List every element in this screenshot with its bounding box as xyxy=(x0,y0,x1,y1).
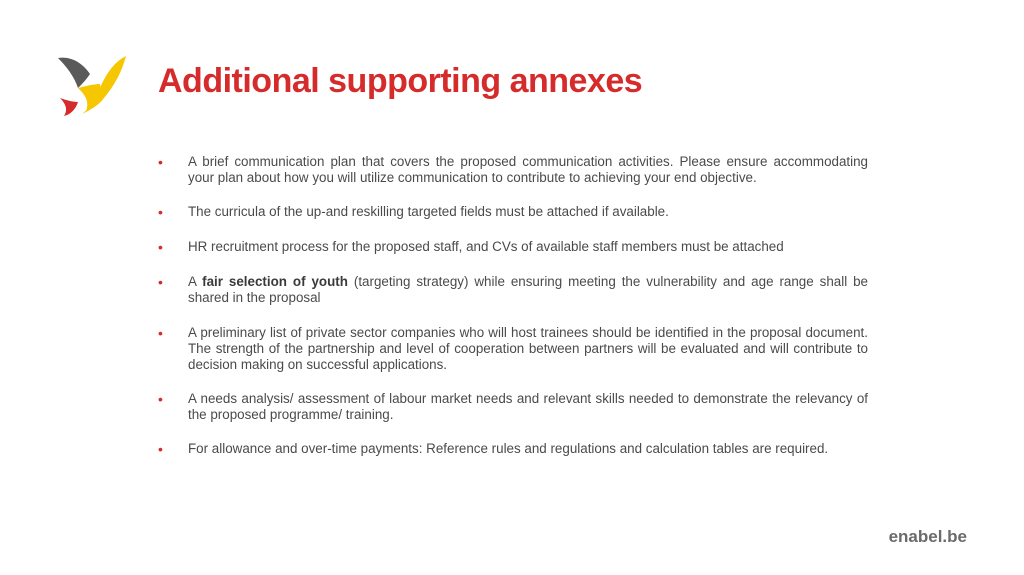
list-item-emphasis: fair selection of youth xyxy=(202,274,348,289)
bullet-icon: • xyxy=(158,204,163,220)
bullet-icon: • xyxy=(158,325,163,341)
list-item xyxy=(158,391,868,423)
bullet-icon: • xyxy=(158,441,163,457)
list-item-text: A brief communication plan that covers the proposed communication activities. Please ensure accommodating your plan about how you will utilize communication to contribute to achieving your end objective. xyxy=(188,154,868,185)
list-item-text: The curricula of the up-and reskilling targeted fields must be attached if available. xyxy=(188,204,669,219)
annex-list xyxy=(158,154,868,457)
list-item-text: A needs analysis/ assessment of labour market needs and relevant skills needed to demonstrate the relevancy of the proposed programme/ training. xyxy=(188,391,868,422)
list-item-text-before: A xyxy=(188,274,203,289)
bullet-icon: • xyxy=(158,154,163,170)
list-item-text: HR recruitment process for the proposed staff, and CVs of available staff members must be attached xyxy=(188,239,784,254)
list-item xyxy=(158,154,868,186)
list-item xyxy=(158,325,868,373)
bullet-icon: • xyxy=(158,391,163,407)
list-item-text: For allowance and over-time payments: Reference rules and regulations and calculation tables are required. xyxy=(188,441,829,456)
logo-yellow-body xyxy=(78,84,100,112)
list-item-text: A preliminary list of private sector companies who will host trainees should be identified in the proposal document. The strength of the partnership and level of cooperation between partners will be evaluated and will contribute to decision making on successful applications. xyxy=(188,325,868,372)
bullet-icon: • xyxy=(158,239,163,255)
list-item xyxy=(158,274,868,306)
logo-grey-wing xyxy=(58,58,90,88)
logo-red-tail xyxy=(60,98,78,116)
list-item-text-after: (targeting strategy) while ensuring meeting the vulnerability and age range shall be shared in the proposal xyxy=(188,274,869,305)
list-item xyxy=(158,239,868,255)
list-item xyxy=(158,204,868,220)
enabel-bird-logo-icon xyxy=(56,54,128,120)
bullet-icon: • xyxy=(158,274,163,290)
footer-website: enabel.be xyxy=(888,527,967,546)
page-title: Additional supporting annexes xyxy=(158,62,643,100)
list-item xyxy=(158,441,868,457)
